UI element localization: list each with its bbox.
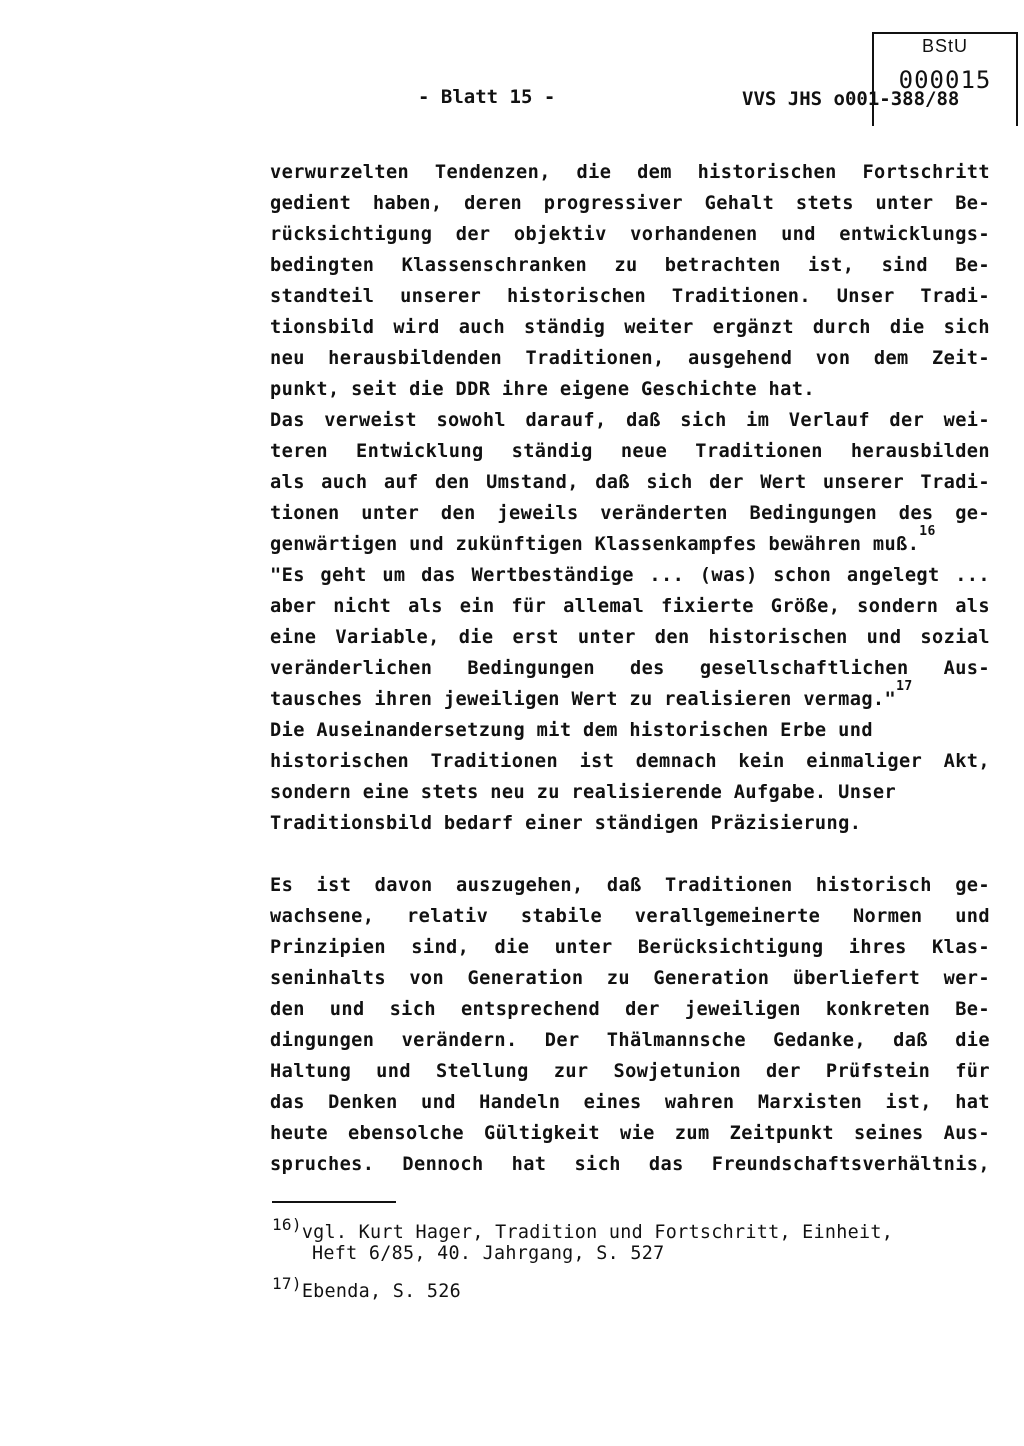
- text-line: tionen unter den jeweils veränderten Bedingungen des ge-: [270, 503, 990, 524]
- footnote-text: Ebenda, S. 526: [301, 1281, 462, 1302]
- footnote-marker: 17): [272, 1274, 302, 1293]
- footnote-16: [272, 1215, 894, 1243]
- text-line: veränderlichen Bedingungen des gesellschaftlichen Aus-: [270, 658, 990, 679]
- footnote-17: [272, 1274, 462, 1302]
- text-line: Es ist davon auszugehen, daß Traditionen historisch ge-: [270, 875, 990, 896]
- text-line: dingungen verändern. Der Thälmannsche Gedanke, daß die: [270, 1030, 990, 1051]
- text-line: sondern eine stets neu zu realisierende Aufgabe. Unser: [270, 782, 897, 803]
- footnote-marker: 16): [272, 1215, 302, 1234]
- text-line: Das verweist sowohl darauf, daß sich im Verlauf der wei-: [270, 410, 990, 431]
- text-line: genwärtigen und zukünftigen Klassenkampfes bewähren muß.: [270, 534, 920, 555]
- stamp-number: 000015: [898, 66, 992, 94]
- text-line: den und sich entsprechend der jeweiligen konkreten Be-: [270, 999, 990, 1020]
- text-line: das Denken und Handeln eines wahren Marxisten ist, hat: [270, 1092, 990, 1113]
- footnote-text: vgl. Kurt Hager, Tradition und Fortschritt, Einheit,: [301, 1222, 894, 1243]
- text-line: Die Auseinandersetzung mit dem historischen Erbe und: [270, 720, 873, 741]
- text-line: tionsbild wird auch ständig weiter ergänzt durch die sich: [270, 317, 990, 338]
- text-line: Traditionsbild bedarf einer ständigen Präzisierung.: [270, 813, 862, 834]
- file-reference: VVS JHS o001-388/88: [742, 88, 960, 110]
- text-line: rücksichtigung der objektiv vorhandenen und entwicklungs-: [270, 224, 990, 245]
- text-line-with-footnote: [270, 524, 990, 555]
- text-line: Prinzipien sind, die unter Berücksichtigung ihres Klas-: [270, 937, 990, 958]
- text-line: gedient haben, deren progressiver Gehalt stets unter Be-: [270, 193, 990, 214]
- page-number: - Blatt 15 -: [418, 86, 556, 108]
- text-line: bedingten Klassenschranken zu betrachten ist, sind Be-: [270, 255, 990, 276]
- text-line: tausches ihren jeweiligen Wert zu realisieren vermag.": [270, 689, 897, 710]
- text-line: heute ebensolche Gültigkeit wie zum Zeitpunkt seines Aus-: [270, 1123, 990, 1144]
- archive-stamp: [872, 32, 1018, 126]
- text-line: verwurzelten Tendenzen, die dem historischen Fortschritt: [270, 162, 990, 183]
- text-line: seninhalts von Generation zu Generation überliefert wer-: [270, 968, 990, 989]
- text-line: aber nicht als ein für allemal fixierte Größe, sondern als: [270, 596, 990, 617]
- text-line: historischen Traditionen ist demnach kein einmaliger Akt,: [270, 751, 990, 772]
- text-line: Haltung und Stellung zur Sowjetunion der Prüfstein für: [270, 1061, 990, 1082]
- footnote-text: Heft 6/85, 40. Jahrgang, S. 527: [312, 1243, 665, 1264]
- text-line: wachsene, relativ stabile verallgemeinerte Normen und: [270, 906, 990, 927]
- text-line: spruches. Dennoch hat sich das Freundschaftsverhältnis,: [270, 1154, 990, 1175]
- text-line: als auch auf den Umstand, daß sich der Wert unserer Tradi-: [270, 472, 990, 493]
- text-line: teren Entwicklung ständig neue Traditionen herausbilden: [270, 441, 990, 462]
- footnote-ref-17: 17: [896, 679, 913, 694]
- text-line: punkt, seit die DDR ihre eigene Geschichte hat.: [270, 379, 815, 400]
- text-line: "Es geht um das Wertbeständige ... (was) schon angelegt ...: [270, 565, 990, 586]
- text-line: standteil unserer historischen Traditionen. Unser Tradi-: [270, 286, 990, 307]
- footnote-divider: [272, 1201, 396, 1203]
- text-line: neu herausbildenden Traditionen, ausgehend von dem Zeit-: [270, 348, 990, 369]
- stamp-organization: BStU: [921, 36, 968, 56]
- footnote-ref-16: 16: [919, 524, 936, 539]
- text-line-with-footnote: [270, 679, 990, 710]
- text-line: eine Variable, die erst unter den historischen und sozial: [270, 627, 990, 648]
